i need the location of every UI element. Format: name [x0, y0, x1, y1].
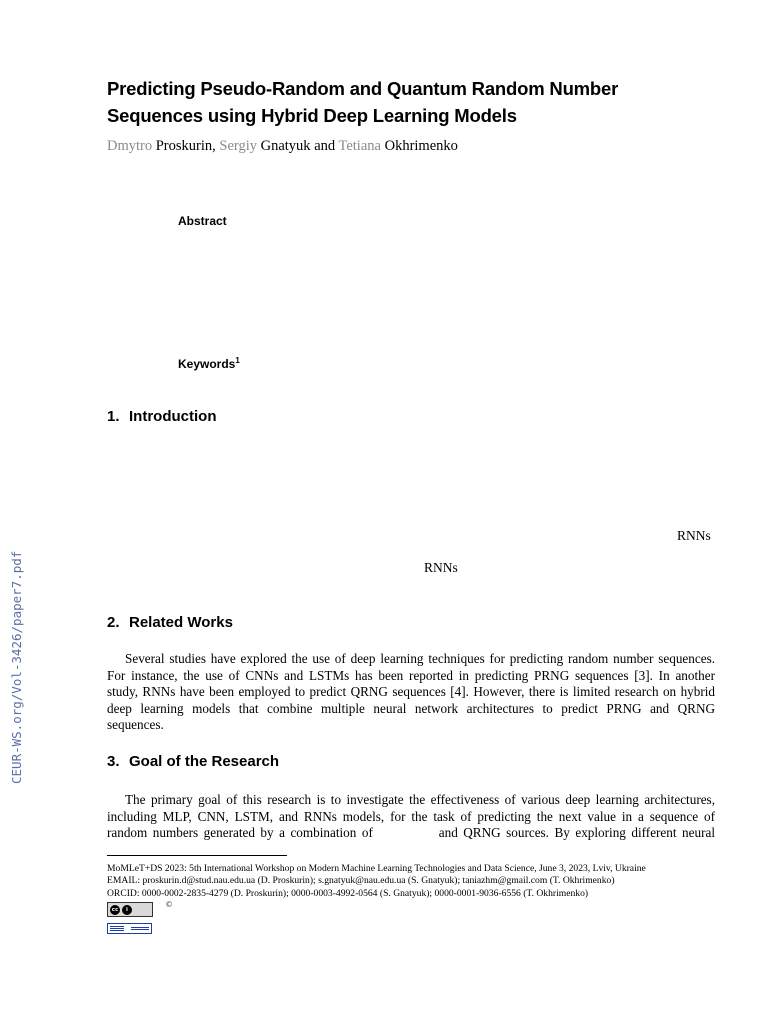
section-number: 2. [107, 614, 120, 631]
author1-last: Proskurin, [155, 138, 216, 154]
intro-fragment-rnns-1: RNNs [677, 528, 711, 543]
paragraph-line: The primary goal of this research is to investigate the effectiveness of various deep learning architectures, [125, 792, 715, 807]
paragraph-line: Several studies have explored the use of deep learning techniques for predicting random number sequences. [125, 651, 715, 666]
authors-line [107, 137, 458, 155]
keywords-footnote-mark: 1 [235, 356, 240, 365]
author3-last: Okhrimenko [384, 138, 458, 154]
paragraph-line: including MLP, CNN, LSTM, and RNNs models, for the task of predicting the next value in a sequence of [107, 808, 715, 824]
section-number: 1. [107, 408, 120, 425]
footnote-email[interactable]: EMAIL: proskurin.d@stud.nau.edu.ua (D. Proskurin); s.gnatyuk@nau.edu.ua (S. Gnatyuk); taniazhm@gmail.com (T. Okhrimenko) [107, 875, 615, 887]
paper-title: Predicting Pseudo-Random and Quantum Random Number Sequences using Hybrid Deep Learning Models [107, 78, 619, 126]
keywords-heading [178, 356, 240, 371]
section-title: Goal of the Research [129, 753, 280, 770]
author2-last: Gnatyuk [260, 138, 311, 154]
section-number: 3. [107, 753, 120, 770]
section-title: Related Works [129, 614, 233, 631]
paragraph-line: For instance, the use of CNNs and LSTMs has been reported in predicting PRNG sequences [3]. In another [107, 667, 715, 683]
arxiv-side-url[interactable]: CEUR-WS.org/Vol-3426/paper7.pdf [9, 550, 24, 784]
paragraph-line: sequences. [107, 717, 164, 733]
keywords-label: Keywords [178, 357, 236, 371]
authors-and: and [314, 138, 336, 154]
footnote-rule [107, 855, 287, 856]
goal-paragraph [107, 792, 715, 842]
paragraph-line: random numbers generated by a combination of and QRNG sources. By exploring different neural [107, 825, 715, 841]
copyright-mark: © [166, 900, 173, 909]
cc-license-badge[interactable] [107, 902, 153, 917]
section-goal-heading [107, 753, 279, 770]
intro-fragment-rnns-2: RNNs [424, 560, 458, 575]
footnote-block [107, 863, 727, 900]
related-works-paragraph [107, 651, 715, 734]
paragraph-line: study, RNNs have been employed to predict QRNG sequences [4]. However, there is limited research on hybrid [107, 684, 715, 700]
author1-first: Dmytro [107, 138, 153, 154]
paragraph-line: deep learning models that combine multiple neural network architectures to predict PRNG and QRNG [107, 700, 715, 716]
section-introduction-heading [107, 408, 216, 425]
cc-icon: cc [111, 906, 119, 913]
footnote-conference: MoMLeT+DS 2023: 5th International Workshop on Modern Machine Learning Technologies and Data Science, June 3, 2023, Lviv, Ukraine [107, 863, 646, 874]
author2-first: Sergiy [219, 138, 257, 154]
footnote-orcid[interactable]: ORCID: 0000-0002-2835-4279 (D. Proskurin); 0000-0003-4992-0564 (S. Gnatyuk); 0000-0001-9036-6556 (T. Okhrimenko) [107, 887, 589, 899]
abstract-heading: Abstract [178, 214, 227, 228]
by-person-icon: i [122, 905, 132, 915]
section-related-works-heading [107, 614, 233, 631]
ceur-workshop-logo[interactable] [107, 923, 152, 934]
author3-first: Tetiana [338, 138, 381, 154]
section-title: Introduction [129, 408, 217, 425]
